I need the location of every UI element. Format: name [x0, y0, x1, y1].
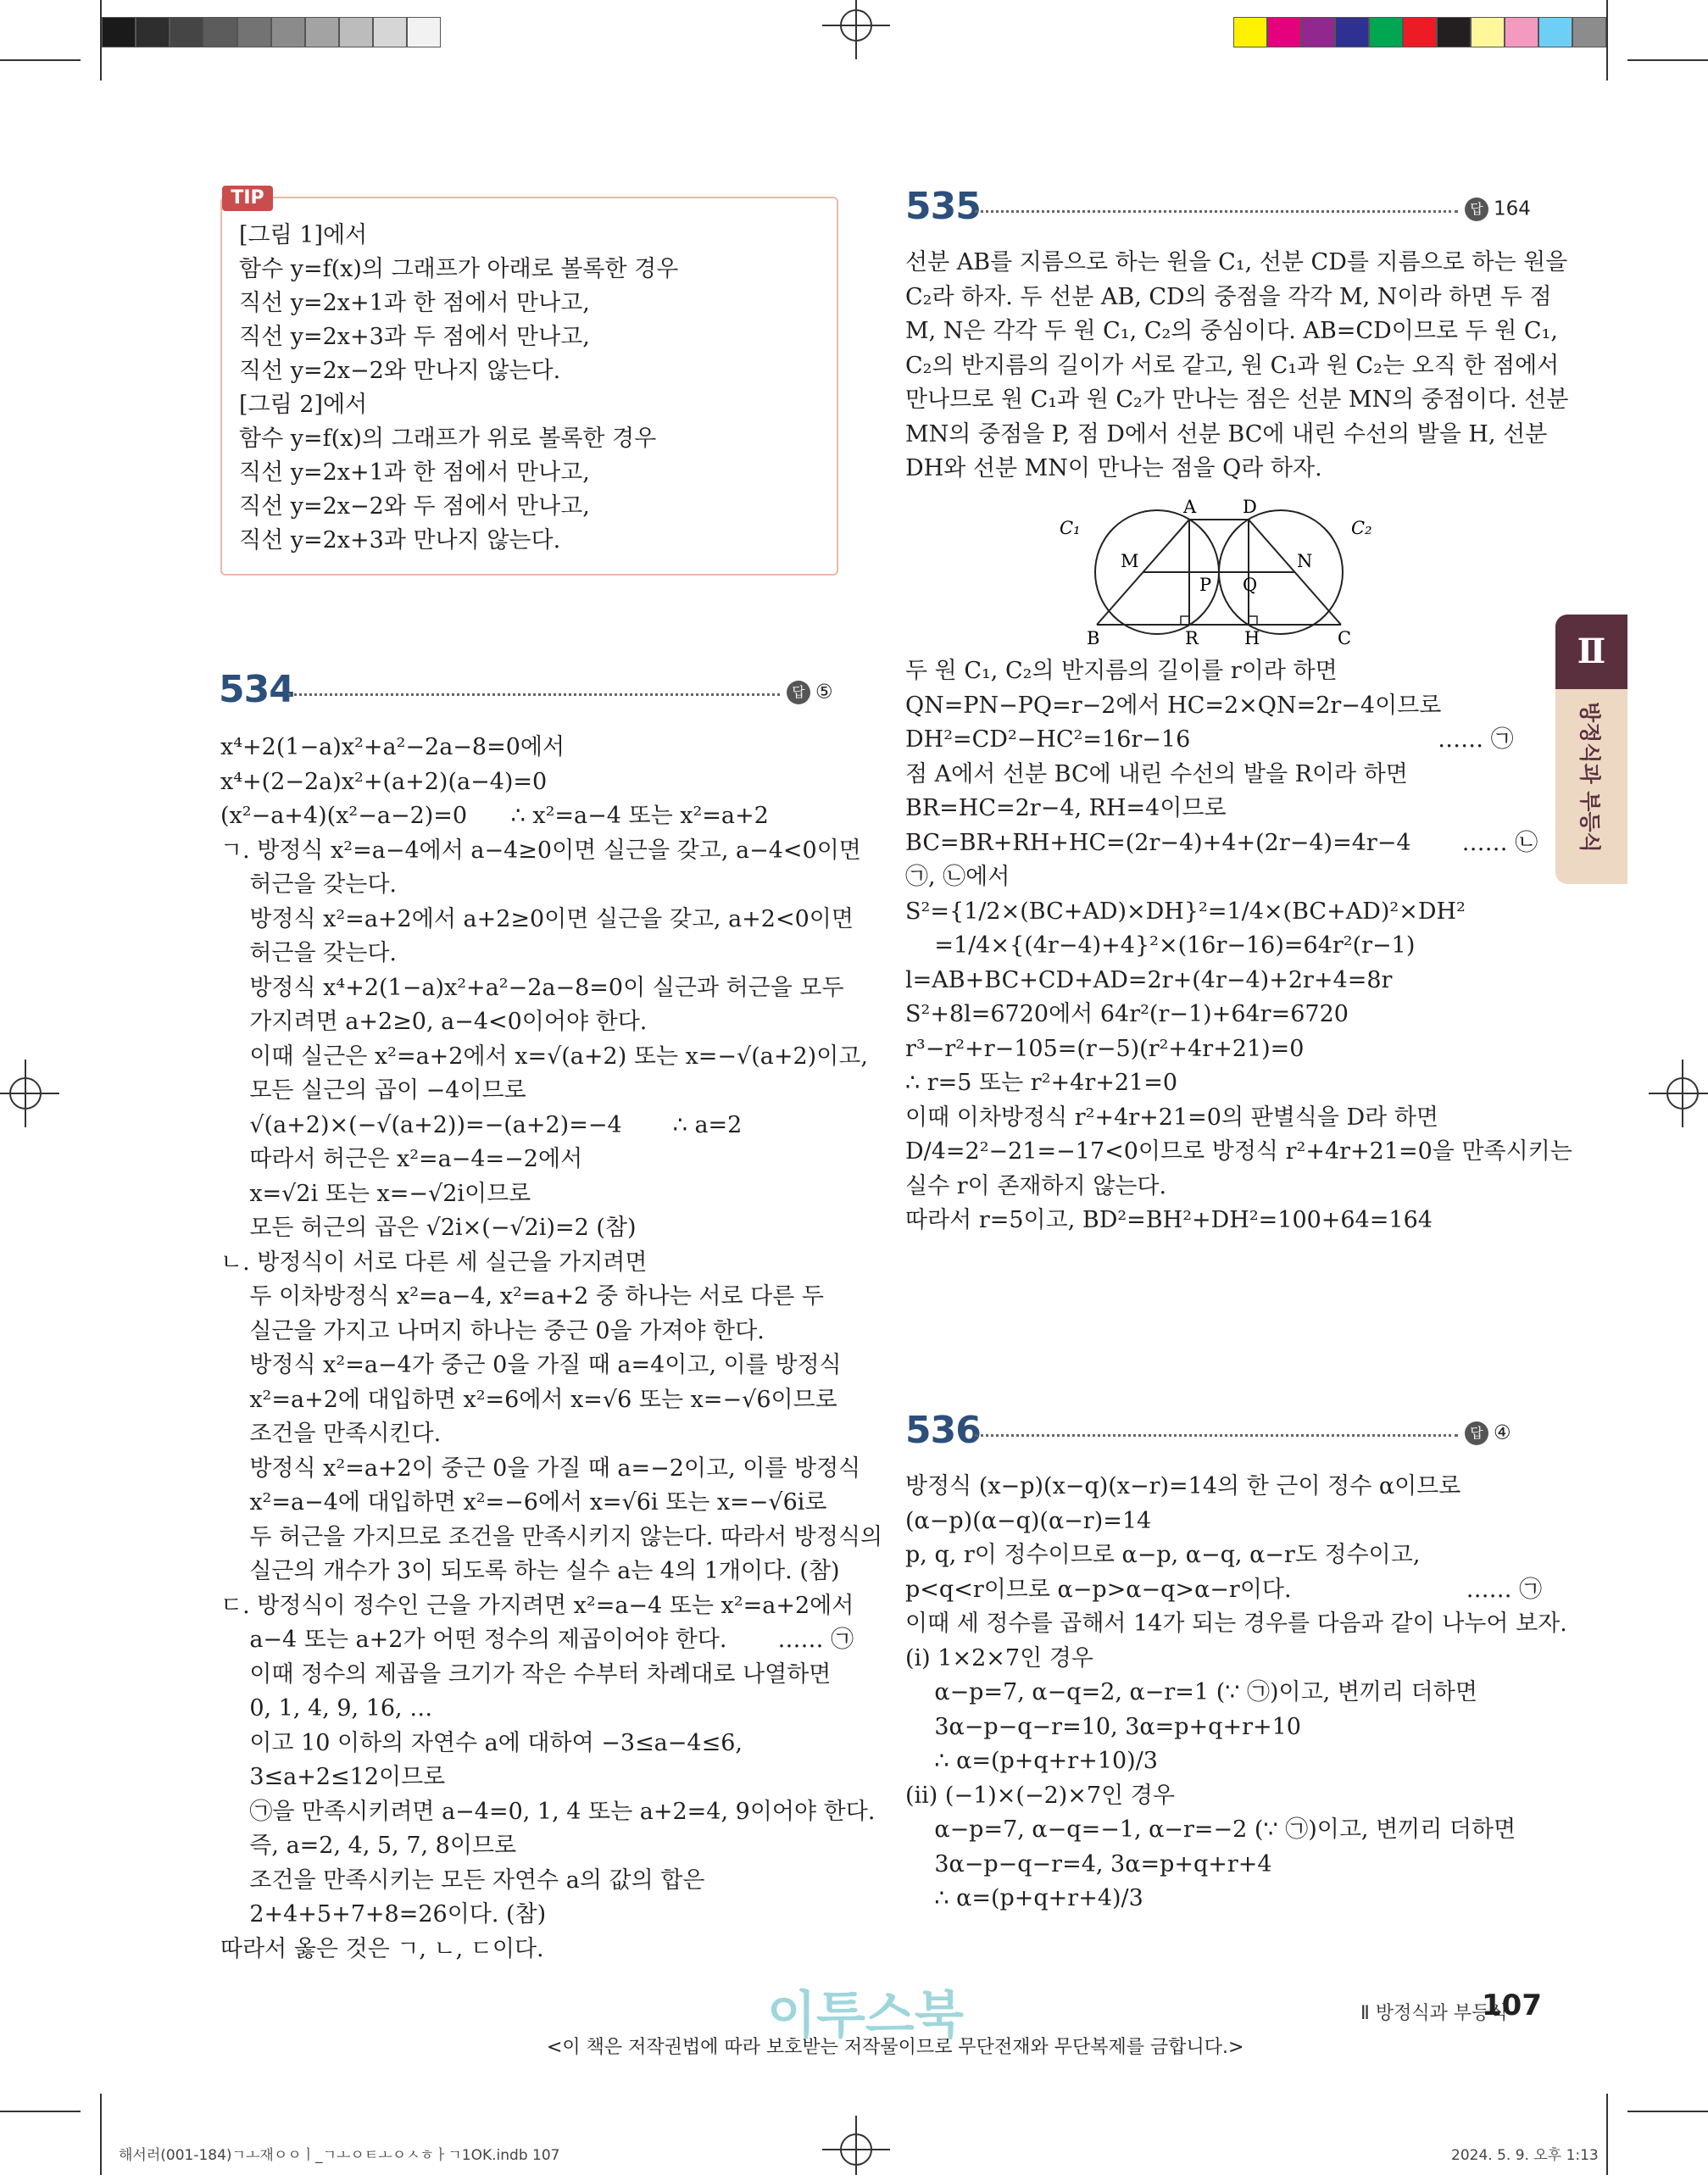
color-swatch — [1471, 17, 1505, 47]
solution-line: 실근의 개수가 3이 되도록 하는 실수 a는 4의 1개이다. (참) — [220, 1558, 840, 1584]
dotted-leader — [975, 210, 1458, 213]
chapter-tab-title — [1555, 689, 1627, 884]
color-swatch — [1267, 17, 1301, 47]
gray-swatch — [271, 17, 305, 47]
color-swatch — [1301, 17, 1335, 47]
chapter-tab-number — [1555, 615, 1627, 689]
solution-line: D/4=2²−21=−17<0이므로 방정식 r²+4r+21=0을 만족시키는 — [905, 1138, 1572, 1165]
crop-mark — [100, 2094, 102, 2175]
label-q: Q — [1243, 575, 1258, 595]
crop-mark — [1606, 2094, 1608, 2175]
solution-line: 점 A에서 선분 BC에 내린 수선의 발을 R이라 하면 — [905, 760, 1408, 787]
solution-line: ∴ α=(p+q+r+4)/3 — [905, 1885, 1143, 1911]
watermark-logo: 이투스북 — [767, 1986, 964, 2045]
solution-line: 방정식 x²=a+2이 중근 0을 가질 때 a=−2이고, 이를 방정식 — [220, 1455, 861, 1482]
solution-line: α−p=7, α−q=−1, α−r=−2 (∵ ㉠)이고, 변끼리 더하면 — [905, 1816, 1516, 1843]
tip-line: 직선 y=2x−2와 두 점에서 만나고, — [239, 493, 590, 520]
solution-line: 2+4+5+7+8=26이다. (참) — [220, 1901, 547, 1927]
solution-line: 실수 r이 존재하지 않는다. — [905, 1172, 1167, 1199]
copyright-notice: <이 책은 저작권법에 따라 보호받는 저작물이므로 무단전재와 무단복제를 금합니다.> — [547, 2037, 1244, 2058]
solution-line: 이때 세 정수를 곱해서 14가 되는 경우를 다음과 같이 나누어 보자. — [905, 1610, 1567, 1637]
tip-line: [그림 1]에서 — [239, 222, 368, 248]
solution-line: DH와 선분 MN이 만나는 점을 Q라 하자. — [905, 455, 1322, 481]
solution-line: x⁴+(2−2a)x²+(a+2)(a−4)=0 — [220, 768, 548, 795]
solution-line: 선분 AB를 지름으로 하는 원을 C₁, 선분 CD를 지름으로 하는 원을 — [905, 249, 1568, 275]
solution-line: √(a+2)×(−√(a+2))=−(a+2)=−4 ∴ a=2 — [220, 1111, 743, 1138]
dotted-leader — [288, 693, 780, 696]
color-swatch — [1335, 17, 1369, 47]
solution-line: α−p=7, α−q=2, α−r=1 (∵ ㉠)이고, 변끼리 더하면 — [905, 1679, 1477, 1705]
solution-line: 모든 허근의 곱은 √2i×(−√2i)=2 (참) — [220, 1215, 637, 1241]
color-swatch — [1538, 17, 1572, 47]
tip-line: 직선 y=2x+3과 만나지 않는다. — [239, 527, 561, 553]
registration-target — [822, 0, 890, 59]
solution-line: 모든 실근의 곱이 −4이므로 — [220, 1077, 526, 1104]
gray-swatch — [305, 17, 339, 47]
problem-number-535: 535 — [905, 185, 981, 228]
tip-line: 함수 y=f(x)의 그래프가 위로 볼록한 경우 — [239, 426, 657, 452]
solution-line: ㄱ. 방정식 x²=a−4에서 a−4≥0이면 실근을 갖고, a−4<0이면 — [220, 837, 861, 864]
solution-line: 이때 실근은 x²=a+2에서 x=√(a+2) 또는 x=−√(a+2)이고, — [220, 1043, 868, 1070]
crop-mark — [1627, 59, 1708, 61]
answer-value: ④ — [1494, 1421, 1511, 1444]
solution-line: DH²=CD²−HC²=16r−16 …… ㉠ — [905, 726, 1514, 753]
solution-line: S²={1/2×(BC+AD)×DH}²=1/4×(BC+AD)²×DH² — [905, 898, 1466, 925]
gray-swatch — [339, 17, 373, 47]
color-swatch — [1505, 17, 1538, 47]
color-swatch — [1369, 17, 1403, 47]
label-c2: C₂ — [1351, 518, 1372, 538]
gray-swatch — [102, 17, 136, 47]
solution-line: (ⅱ) (−1)×(−2)×7인 경우 — [905, 1782, 1175, 1809]
solution-line: ㉠을 만족시키려면 a−4=0, 1, 4 또는 a+2=4, 9이어야 한다. — [220, 1798, 876, 1825]
solution-line: 0, 1, 4, 9, 16, … — [220, 1695, 433, 1722]
answer-534 — [787, 681, 833, 704]
solution-line: 두 이차방정식 x²=a−4, x²=a+2 중 하나는 서로 다른 두 — [220, 1283, 824, 1310]
crop-mark — [1606, 0, 1608, 81]
tip-line: 직선 y=2x+1과 한 점에서 만나고, — [239, 290, 590, 316]
solution-line: a−4 또는 a+2가 어떤 정수의 제곱이어야 한다. …… ㉠ — [220, 1627, 854, 1653]
solution-line: 따라서 r=5이고, BD²=BH²+DH²=100+64=164 — [905, 1207, 1433, 1233]
color-swatch — [1403, 17, 1437, 47]
gray-swatch — [203, 17, 237, 47]
solution-line: 허근을 갖는다. — [220, 940, 397, 966]
tip-line: [그림 2]에서 — [239, 392, 368, 418]
right-angle-mark — [1249, 616, 1257, 625]
registration-target — [0, 1060, 59, 1127]
page-number: 107 — [1482, 1989, 1542, 2022]
solution-line: ∴ α=(p+q+r+10)/3 — [905, 1748, 1158, 1774]
chapter-footer: Ⅱ 방정식과 부등식 — [1360, 2003, 1508, 2024]
dotted-leader — [975, 1434, 1458, 1437]
solution-line: ㄴ. 방정식이 서로 다른 세 실근을 가지려면 — [220, 1249, 648, 1276]
label-p: P — [1199, 575, 1212, 595]
gray-swatch — [136, 17, 170, 47]
solution-line: (ⅰ) 1×2×7인 경우 — [905, 1644, 1093, 1672]
solution-line: 3α−p−q−r=4, 3α=p+q+r+4 — [905, 1850, 1272, 1877]
answer-icon: 답 — [787, 681, 810, 704]
solution-line: x=√2i 또는 x=−√2i이므로 — [220, 1180, 531, 1207]
two-circles-figure — [1043, 487, 1399, 648]
solution-line: 따라서 허근은 x²=a−4=−2에서 — [220, 1146, 583, 1172]
solution-line: 방정식 (x−p)(x−q)(x−r)=14의 한 근이 정수 α이므로 — [905, 1473, 1461, 1499]
solution-line: 허근을 갖는다. — [220, 871, 397, 898]
label-b: B — [1087, 628, 1100, 648]
chapter-roman: Ⅱ — [1577, 631, 1606, 671]
problem-number-536: 536 — [905, 1409, 981, 1452]
tip-line: 직선 y=2x+3과 두 점에서 만나고, — [239, 324, 590, 350]
solution-line: p<q<r이므로 α−p>α−q>α−r이다. …… ㉠ — [905, 1576, 1543, 1603]
solution-line: 방정식 x²=a+2에서 a+2≥0이면 실근을 갖고, a+2<0이면 — [220, 905, 854, 932]
solution-line: ㄷ. 방정식이 정수인 근을 가지려면 x²=a−4 또는 x²=a+2에서 — [220, 1592, 854, 1619]
solution-line: 3α−p−q−r=10, 3α=p+q+r+10 — [905, 1713, 1301, 1740]
solution-line: l=AB+BC+CD+AD=2r+(4r−4)+2r+4=8r — [905, 966, 1393, 993]
color-swatch — [1233, 17, 1267, 47]
solution-line: BR=HC=2r−4, RH=4이므로 — [905, 795, 1227, 821]
solution-line: 방정식 x²=a−4가 중근 0을 가질 때 a=4이고, 이를 방정식 — [220, 1352, 842, 1378]
solution-line: S²+8l=6720에서 64r²(r−1)+64r=6720 — [905, 1001, 1349, 1027]
solution-line: 3≤a+2≤12이므로 — [220, 1764, 446, 1790]
solution-line: x⁴+2(1−a)x²+a²−2a−8=0에서 — [220, 734, 565, 760]
solution-line: (α−p)(α−q)(α−r)=14 — [905, 1507, 1152, 1534]
answer-value: ⑤ — [815, 681, 833, 704]
crop-mark — [1627, 2111, 1708, 2112]
color-swatch — [1437, 17, 1471, 47]
tip-line: 직선 y=2x−2와 만나지 않는다. — [239, 358, 561, 384]
answer-535 — [1465, 197, 1531, 221]
solution-line: 조건을 만족시키는 모든 자연수 a의 값의 합은 — [220, 1866, 705, 1894]
solution-line: p, q, r이 정수이므로 α−p, α−q, α−r도 정수이고, — [905, 1542, 1421, 1568]
solution-line: x²=a−4에 대입하면 x²=−6에서 x=√6i 또는 x=−√6i로 — [220, 1489, 827, 1516]
answer-value: 164 — [1494, 197, 1531, 220]
gray-swatch — [237, 17, 271, 47]
print-date: 2024. 5. 9. 오후 1:13 — [1451, 2147, 1599, 2164]
file-info: 해서러(001-184)ㄱㅗ재ㅇㅇㅣ_ㄱㅗㅇㅌㅗㅇㅅㅎㅏㄱ1OK.indb 107 — [119, 2147, 560, 2164]
tip-label: TIP — [222, 186, 273, 211]
solution-line: ㉠, ㉡에서 — [905, 864, 1010, 890]
color-swatch — [1572, 17, 1606, 47]
tip-line: 직선 y=2x+1과 한 점에서 만나고, — [239, 459, 590, 486]
solution-line: 따라서 옳은 것은 ㄱ, ㄴ, ㄷ이다. — [220, 1935, 544, 1962]
label-m: M — [1121, 551, 1139, 571]
crop-mark — [0, 59, 81, 61]
label-n: N — [1297, 551, 1313, 571]
tip-line: 함수 y=f(x)의 그래프가 아래로 볼록한 경우 — [239, 256, 679, 282]
solution-line: =1/4×{(4r−4)+4}²×(16r−16)=64r²(r−1) — [905, 932, 1416, 959]
registration-target — [1649, 1060, 1708, 1127]
solution-line: 만나므로 원 C₁과 원 C₂가 만나는 점은 선분 MN의 중점이다. 선분 — [905, 387, 1569, 413]
label-h: H — [1244, 628, 1260, 648]
solution-line: QN=PN−PQ=r−2에서 HC=2×QN=2r−4이므로 — [905, 692, 1442, 719]
solution-line: MN의 중점을 P, 점 D에서 선분 BC에 내린 수선의 발을 H, 선분 — [905, 420, 1548, 448]
solution-line: 두 허근을 가지므로 조건을 만족시키지 않는다. 따라서 방정식의 — [220, 1523, 883, 1550]
label-c1: C₁ — [1060, 518, 1081, 538]
gray-swatch — [373, 17, 407, 47]
registration-target — [822, 2116, 890, 2175]
chapter-title: 방정식과 부등식 — [1577, 702, 1602, 853]
label-a: A — [1183, 497, 1197, 517]
solution-line: ∴ r=5 또는 r²+4r+21=0 — [905, 1070, 1178, 1096]
solution-line: M, N은 각각 두 원 C₁, C₂의 중심이다. AB=CD이므로 두 원 C₁, — [905, 318, 1558, 344]
gray-swatch — [170, 17, 203, 47]
solution-line: C₂라 하자. 두 선분 AB, CD의 중점을 각각 M, N이라 하면 두 점 — [905, 283, 1552, 310]
solution-line: 이때 이차방정식 r²+4r+21=0의 판별식을 D라 하면 — [905, 1104, 1439, 1131]
solution-line: (x²−a+4)(x²−a−2)=0 ∴ x²=a−4 또는 x²=a+2 — [220, 803, 769, 829]
solution-line: 즉, a=2, 4, 5, 7, 8이므로 — [220, 1833, 517, 1859]
solution-line: 이때 정수의 제곱을 크기가 작은 수부터 차례대로 나열하면 — [220, 1660, 832, 1688]
label-d: D — [1243, 497, 1257, 517]
crop-mark — [0, 2111, 81, 2112]
right-angle-mark — [1181, 616, 1189, 625]
solution-line: 두 원 C₁, C₂의 반지름의 길이를 r이라 하면 — [905, 658, 1338, 684]
problem-number-534: 534 — [219, 668, 294, 711]
solution-line: x²=a+2에 대입하면 x²=6에서 x=√6 또는 x=−√6이므로 — [220, 1386, 837, 1413]
answer-536 — [1465, 1421, 1511, 1445]
crop-mark — [100, 0, 102, 81]
solution-line: C₂의 반지름의 길이가 서로 같고, 원 C₁과 원 C₂는 오직 한 점에서 — [905, 352, 1560, 379]
solution-line: 실근을 가지고 나머지 하나는 중근 0을 가져야 한다. — [220, 1317, 765, 1344]
answer-icon: 답 — [1465, 1421, 1488, 1445]
solution-line: 방정식 x⁴+2(1−a)x²+a²−2a−8=0이 실근과 허근을 모두 — [220, 974, 844, 1001]
solution-line: BC=BR+RH+HC=(2r−4)+4+(2r−4)=4r−4 …… ㉡ — [905, 829, 1538, 856]
solution-line: 조건을 만족시킨다. — [220, 1421, 442, 1447]
answer-icon: 답 — [1465, 197, 1488, 221]
label-r: R — [1185, 628, 1199, 648]
label-c: C — [1338, 628, 1352, 648]
solution-line: r³−r²+r−105=(r−5)(r²+4r+21)=0 — [905, 1035, 1305, 1062]
gray-swatch — [407, 17, 441, 47]
solution-line: 가지려면 a+2≥0, a−4<0이어야 한다. — [220, 1009, 648, 1035]
solution-line: 이고 10 이하의 자연수 a에 대하여 −3≤a−4≤6, — [220, 1729, 743, 1756]
